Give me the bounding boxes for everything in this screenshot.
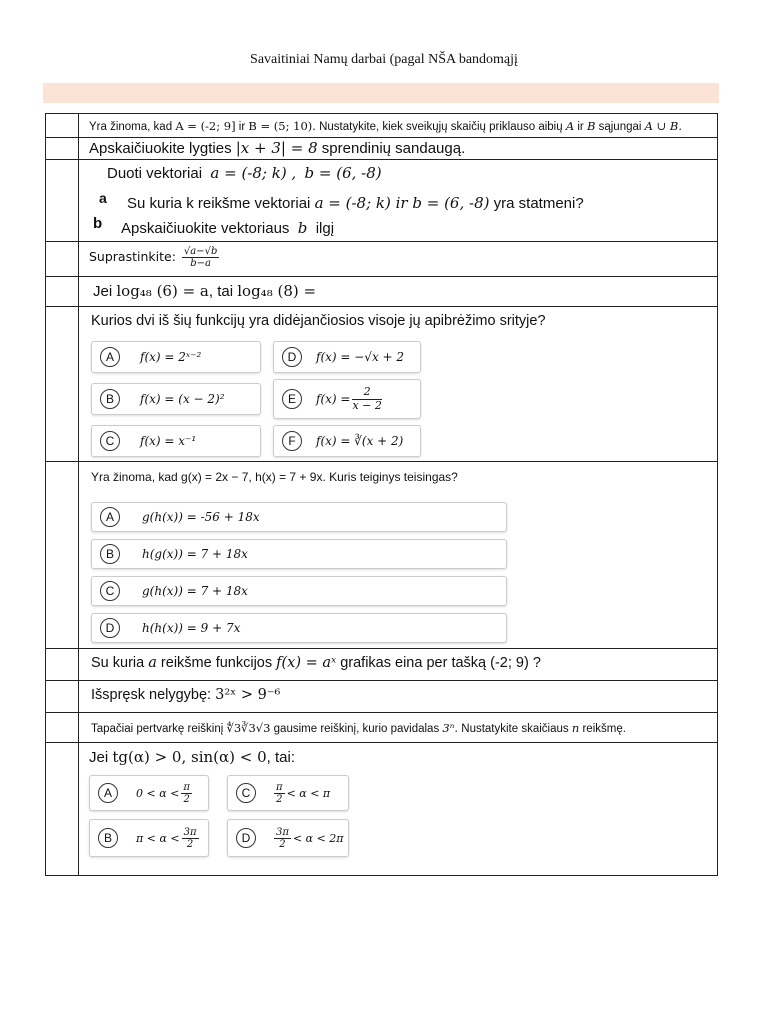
option-formula: h(h(x)) = 9 + 7x — [142, 621, 241, 635]
option-letter: D — [282, 347, 302, 367]
equation: |x + 3| = 8 — [235, 139, 318, 157]
fraction-numerator: 2 — [352, 386, 381, 399]
question-10 — [91, 721, 626, 735]
row-number-cell — [46, 307, 79, 462]
power-form: 3ⁿ. — [442, 721, 459, 735]
fraction-numerator: √a−√b — [183, 246, 218, 257]
union-expression: A ∪ B. — [644, 119, 683, 133]
option-b[interactable] — [91, 539, 507, 569]
option-d[interactable] — [227, 819, 349, 857]
q10-text: reikšmę. — [582, 723, 626, 735]
fraction-denominator: 2 — [279, 838, 286, 850]
question-cell — [79, 307, 718, 462]
row-number-cell — [46, 462, 79, 649]
parameter-a: a — [148, 655, 157, 671]
option-letter: E — [282, 389, 302, 409]
q1-text: Nustatykite, kiek sveikųjų skaičių priklauso aibių — [319, 121, 563, 133]
option-letter: C — [236, 783, 256, 803]
table-row — [46, 277, 718, 307]
row-number-cell — [46, 277, 79, 307]
table-row — [46, 462, 718, 649]
option-formula: g(h(x)) = 7 + 18x — [142, 584, 248, 598]
fraction-denominator: x − 2 — [352, 398, 382, 412]
q1-text: ir — [577, 121, 584, 133]
part-b-text — [121, 219, 334, 237]
fraction-denominator: b−a — [190, 258, 212, 269]
option-d[interactable] — [273, 341, 421, 373]
q3-text: Apskaičiuokite vektoriaus — [121, 220, 290, 237]
option-c[interactable] — [91, 425, 261, 457]
fraction — [352, 386, 381, 411]
fraction — [274, 827, 291, 850]
row-number-cell — [46, 114, 79, 138]
question-cell — [79, 681, 718, 713]
option-b[interactable] — [91, 383, 261, 415]
q10-text: gausime reiškinį, kurio pavidalas — [273, 723, 440, 735]
q10-text: Tapačiai pertvarkę reiškinį — [91, 723, 224, 735]
vectors-intro — [107, 164, 382, 182]
q8-text: reikšme funkcijos — [160, 655, 273, 671]
fraction — [182, 827, 199, 850]
vector-a: a = (-8; k) , — [210, 164, 297, 182]
option-letter: B — [100, 544, 120, 564]
option-formula: 0 < α < — [136, 786, 180, 800]
q3-text: yra statmeni? — [493, 195, 584, 212]
q1-text: Yra žinoma, kad — [89, 121, 173, 133]
part-a-label: a — [99, 190, 107, 206]
q10-text: Nustatykite skaičiaus — [461, 723, 569, 735]
option-letter: A — [100, 347, 120, 367]
vector-b: b = (6, -8) — [304, 164, 382, 182]
option-letter: F — [282, 431, 302, 451]
log-expression: log₄₈ (8) = — [237, 282, 317, 300]
option-formula: < α < π — [286, 786, 331, 800]
question-1 — [89, 119, 682, 133]
row-number-cell — [46, 713, 79, 743]
question-cell — [79, 277, 718, 307]
option-formula: f(x) = — [316, 392, 351, 406]
question-4 — [89, 246, 221, 269]
option-letter: C — [100, 581, 120, 601]
question-5 — [93, 282, 316, 300]
option-b[interactable] — [89, 819, 209, 857]
option-letter: B — [100, 389, 120, 409]
fraction-numerator: 3π — [183, 826, 197, 838]
option-formula: f(x) = ∛(x + 2) — [316, 434, 404, 448]
inequality: 3²ˣ > 9⁻⁶ — [215, 687, 281, 703]
q8-text: Su kuria — [91, 655, 145, 671]
option-d[interactable] — [91, 613, 507, 643]
q11-text: Jei — [89, 749, 109, 766]
fraction-numerator: π — [183, 781, 190, 793]
option-a[interactable] — [89, 775, 209, 811]
option-letter: A — [100, 507, 120, 527]
question-6: Kurios dvi iš šių funkcijų yra didėjančiosios visoje jų apibrėžimo srityje? — [91, 313, 546, 329]
q2-text: Apskaičiuokite lygties — [89, 140, 232, 157]
q5-text: , tai — [208, 283, 234, 300]
q2-text: sprendinių sandaugą. — [321, 140, 466, 157]
row-number-cell — [46, 649, 79, 681]
question-8 — [91, 655, 541, 671]
q5-text: Jei — [93, 283, 113, 300]
fraction-denominator: 2 — [183, 793, 190, 805]
option-formula: h(g(x)) = 7 + 18x — [142, 547, 248, 561]
set-b-symbol: B — [586, 119, 596, 133]
option-letter: D — [100, 618, 120, 638]
set-a: A = (-2; 9] — [175, 119, 236, 133]
question-cell — [79, 242, 718, 277]
question-cell — [79, 743, 718, 876]
question-9 — [91, 687, 280, 703]
question-cell — [79, 114, 718, 138]
option-formula: f(x) = x⁻¹ — [140, 434, 197, 448]
option-formula: f(x) = 2ˣ⁻² — [140, 350, 202, 364]
part-a-text — [127, 194, 584, 212]
option-formula: < α < 2π — [292, 831, 344, 845]
q11-text: , tai: — [266, 749, 296, 766]
vector-b-symbol: b — [297, 219, 308, 237]
option-letter: C — [100, 431, 120, 451]
vectors-expression: a = (-8; k) ir b = (6, -8) — [314, 194, 490, 212]
q4-text: Suprastinkite: — [89, 249, 176, 264]
option-letter: A — [98, 783, 118, 803]
table-row — [46, 681, 718, 713]
q3-text: Su kuria k reikšme vektoriai — [127, 195, 311, 212]
page-title: Savaitiniai Namų darbai (pagal NŠA bandomąjį — [250, 52, 518, 67]
questions-table — [45, 113, 718, 876]
condition: tg(α) > 0, sin(α) < 0 — [112, 748, 267, 766]
part-b-label: b — [93, 215, 103, 232]
set-b: B = (5; 10). — [248, 119, 316, 133]
fraction-denominator: 2 — [276, 793, 283, 805]
option-a[interactable] — [91, 341, 261, 373]
option-formula: π < α < — [136, 831, 180, 845]
option-letter: B — [98, 828, 118, 848]
q3-text: Duoti vektoriai — [107, 165, 203, 182]
radical-expression: ∜3∛3√3 — [226, 721, 271, 735]
fraction — [274, 782, 285, 805]
option-a[interactable] — [91, 502, 507, 532]
log-expression: log₄₈ (6) = a — [116, 282, 209, 300]
table-row — [46, 114, 718, 138]
fraction-numerator: 3π — [276, 826, 289, 838]
table-row — [46, 160, 718, 242]
fraction — [181, 782, 192, 805]
q1-text: ir — [238, 121, 246, 133]
table-row — [46, 138, 718, 160]
question-2 — [89, 139, 465, 157]
row-number-cell — [46, 242, 79, 277]
table-row — [46, 743, 718, 876]
function-formula: f(x) = aˣ — [276, 655, 337, 671]
row-number-cell — [46, 681, 79, 713]
set-a-symbol: A — [565, 119, 575, 133]
row-number-cell — [46, 138, 79, 160]
question-cell — [79, 160, 718, 242]
question-cell — [79, 138, 718, 160]
fraction-numerator: π — [276, 781, 283, 793]
option-letter: D — [236, 828, 256, 848]
q8-text: grafikas eina per tašką (-2; 9) ? — [340, 655, 541, 671]
question-cell — [79, 713, 718, 743]
variable-n: n — [571, 721, 580, 735]
table-row — [46, 242, 718, 277]
option-f[interactable] — [273, 425, 421, 457]
fraction-denominator: 2 — [186, 838, 194, 850]
header-band — [43, 83, 719, 103]
fraction — [182, 246, 220, 269]
option-c[interactable] — [227, 775, 349, 811]
table-row — [46, 307, 718, 462]
option-formula: f(x) = −√x + 2 — [316, 350, 405, 364]
question-7: Yra žinoma, kad g(x) = 2x − 7, h(x) = 7 + 9x. Kuris teiginys teisingas? — [91, 470, 458, 484]
row-number-cell — [46, 743, 79, 876]
question-11 — [89, 748, 295, 766]
row-number-cell — [46, 160, 79, 242]
table-row — [46, 649, 718, 681]
question-cell — [79, 462, 718, 649]
option-c[interactable] — [91, 576, 507, 606]
q1-text: sąjungai — [598, 121, 642, 133]
table-row — [46, 713, 718, 743]
question-cell — [79, 649, 718, 681]
q3-text: ilgį — [315, 220, 335, 237]
q9-text: Išspręsk nelygybę: — [91, 687, 212, 703]
option-formula: g(h(x)) = -56 + 18x — [142, 510, 260, 524]
option-e[interactable] — [273, 379, 421, 419]
option-formula: f(x) = (x − 2)² — [140, 392, 225, 406]
